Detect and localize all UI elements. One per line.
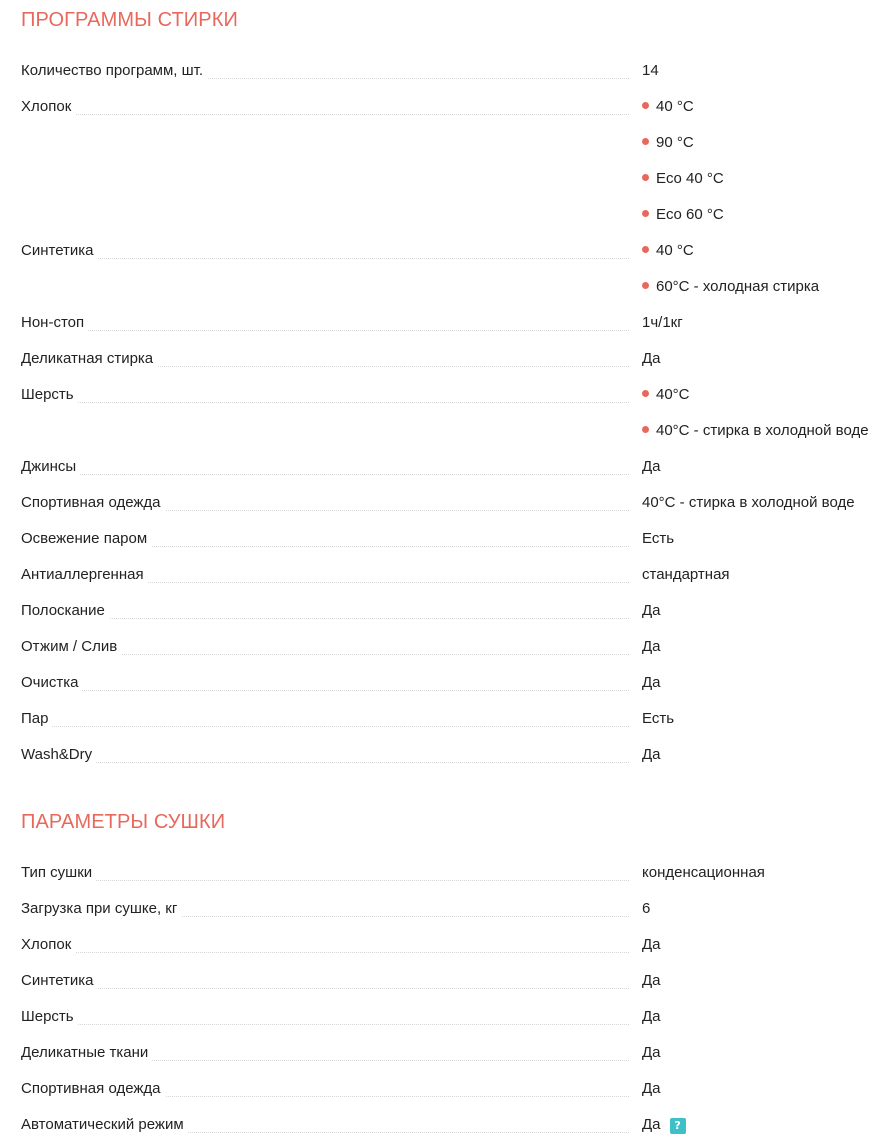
spec-value bbox=[642, 377, 690, 413]
dotted-leader-line bbox=[21, 618, 629, 619]
spec-value-text: 40 °C bbox=[656, 98, 694, 115]
spec-value-text: Да bbox=[642, 972, 661, 989]
spec-row bbox=[0, 701, 892, 737]
dotted-leader-line bbox=[21, 1024, 629, 1025]
spec-value bbox=[642, 449, 661, 485]
section-title-drying: ПАРАМЕТРЫ СУШКИ bbox=[21, 811, 226, 833]
spec-value bbox=[642, 701, 674, 737]
help-question-icon[interactable]: ? bbox=[670, 1118, 686, 1134]
spec-value bbox=[642, 999, 661, 1035]
spec-row bbox=[0, 999, 892, 1035]
spec-label: Нон-стоп bbox=[21, 305, 88, 341]
spec-row bbox=[0, 413, 892, 449]
spec-row bbox=[0, 737, 892, 773]
spec-row bbox=[0, 927, 892, 963]
bullet-dot-icon bbox=[642, 102, 649, 109]
spec-row bbox=[0, 125, 892, 161]
spec-label: Wash&Dry bbox=[21, 737, 96, 773]
spec-label: Деликатная стирка bbox=[21, 341, 157, 377]
spec-label: Хлопок bbox=[21, 89, 75, 125]
spec-value-text: 1ч/1кг bbox=[642, 314, 683, 331]
spec-row bbox=[0, 485, 892, 521]
dotted-leader-line bbox=[21, 988, 629, 989]
spec-value-text: 60°C - холодная стирка bbox=[656, 278, 820, 295]
spec-value-text: Да bbox=[642, 350, 661, 367]
spec-value-text: Eco 60 °C bbox=[656, 206, 724, 223]
spec-value-text: Да bbox=[642, 936, 661, 953]
spec-value-text: Да bbox=[642, 458, 661, 475]
spec-value-text: Да bbox=[642, 1008, 661, 1025]
spec-value bbox=[642, 963, 661, 999]
spec-value bbox=[642, 233, 694, 269]
spec-value-text: Да bbox=[642, 1116, 661, 1133]
spec-value bbox=[642, 891, 650, 927]
spec-value bbox=[642, 125, 694, 161]
spec-row bbox=[0, 557, 892, 593]
spec-row bbox=[0, 1035, 892, 1071]
spec-label: Синтетика bbox=[21, 963, 98, 999]
spec-row bbox=[0, 161, 892, 197]
spec-value bbox=[642, 269, 819, 305]
spec-label: Шерсть bbox=[21, 377, 78, 413]
dotted-leader-line bbox=[21, 402, 629, 403]
spec-label: Загрузка при сушке, кг bbox=[21, 891, 181, 927]
spec-value-text: Eco 40 °C bbox=[656, 170, 724, 187]
spec-row bbox=[0, 1071, 892, 1107]
spec-label: Очистка bbox=[21, 665, 82, 701]
spec-row bbox=[0, 855, 892, 891]
spec-value bbox=[642, 197, 724, 233]
spec-label: Автоматический режим bbox=[21, 1107, 188, 1143]
spec-row bbox=[0, 197, 892, 233]
spec-value bbox=[642, 1071, 661, 1107]
spec-row bbox=[0, 629, 892, 665]
spec-value bbox=[642, 413, 869, 449]
spec-label: Освежение паром bbox=[21, 521, 151, 557]
spec-label: Шерсть bbox=[21, 999, 78, 1035]
spec-label: Отжим / Слив bbox=[21, 629, 121, 665]
dotted-leader-line bbox=[21, 726, 629, 727]
spec-value bbox=[642, 593, 661, 629]
spec-value-text: Есть bbox=[642, 530, 675, 547]
spec-label: Тип сушки bbox=[21, 855, 96, 891]
spec-value-text: стандартная bbox=[642, 566, 730, 583]
spec-value bbox=[642, 855, 765, 891]
spec-value-text: Да bbox=[642, 638, 661, 655]
spec-row bbox=[0, 1107, 892, 1143]
washing-spec-list bbox=[0, 53, 892, 773]
spec-row bbox=[0, 449, 892, 485]
spec-value bbox=[642, 557, 730, 593]
bullet-dot-icon bbox=[642, 210, 649, 217]
spec-value-text: 14 bbox=[642, 62, 659, 79]
spec-value-text: конденсационная bbox=[642, 864, 765, 881]
spec-row bbox=[0, 891, 892, 927]
spec-row bbox=[0, 963, 892, 999]
spec-label: Антиаллергенная bbox=[21, 557, 148, 593]
spec-label: Хлопок bbox=[21, 927, 75, 963]
spec-value-text: 40°C - стирка в холодной воде bbox=[642, 494, 855, 511]
spec-value bbox=[642, 629, 661, 665]
spec-value bbox=[642, 1035, 661, 1071]
spec-row bbox=[0, 341, 892, 377]
spec-row bbox=[0, 593, 892, 629]
spec-row bbox=[0, 665, 892, 701]
bullet-dot-icon bbox=[642, 390, 649, 397]
spec-value bbox=[642, 341, 661, 377]
spec-value bbox=[642, 161, 724, 197]
spec-value bbox=[642, 927, 661, 963]
spec-value-text: Да bbox=[642, 1044, 661, 1061]
spec-label: Джинсы bbox=[21, 449, 80, 485]
dotted-leader-line bbox=[21, 330, 629, 331]
spec-row bbox=[0, 89, 892, 125]
dotted-leader-line bbox=[21, 952, 629, 953]
spec-label: Синтетика bbox=[21, 233, 98, 269]
spec-value-text: 40°C - стирка в холодной воде bbox=[656, 422, 869, 439]
spec-label: Количество программ, шт. bbox=[21, 53, 207, 89]
spec-value bbox=[642, 53, 659, 89]
spec-value bbox=[642, 485, 855, 521]
dotted-leader-line bbox=[21, 690, 629, 691]
spec-value-text: Да bbox=[642, 602, 661, 619]
spec-value-text: Есть bbox=[642, 710, 675, 727]
dotted-leader-line bbox=[21, 258, 629, 259]
dotted-leader-line bbox=[21, 474, 629, 475]
bullet-dot-icon bbox=[642, 138, 649, 145]
section-title-washing: ПРОГРАММЫ СТИРКИ bbox=[21, 9, 238, 31]
bullet-dot-icon bbox=[642, 174, 649, 181]
spec-label: Деликатные ткани bbox=[21, 1035, 152, 1071]
spec-value-text: Да bbox=[642, 674, 661, 691]
spec-row bbox=[0, 305, 892, 341]
spec-value-text: 6 bbox=[642, 900, 651, 917]
dotted-leader-line bbox=[21, 762, 629, 763]
spec-row bbox=[0, 233, 892, 269]
spec-value bbox=[642, 665, 661, 701]
spec-row bbox=[0, 53, 892, 89]
bullet-dot-icon bbox=[642, 426, 649, 433]
bullet-dot-icon bbox=[642, 282, 649, 289]
spec-row bbox=[0, 377, 892, 413]
spec-label: Пар bbox=[21, 701, 52, 737]
bullet-dot-icon bbox=[642, 246, 649, 253]
spec-value bbox=[642, 305, 683, 341]
drying-spec-list bbox=[0, 855, 892, 1143]
spec-value-text: 90 °C bbox=[656, 134, 694, 151]
spec-label: Спортивная одежда bbox=[21, 485, 165, 521]
spec-value-text: 40 °C bbox=[656, 242, 694, 259]
dotted-leader-line bbox=[21, 880, 629, 881]
spec-value bbox=[642, 737, 661, 773]
spec-row bbox=[0, 521, 892, 557]
spec-value bbox=[642, 521, 674, 557]
spec-value-text: Да bbox=[642, 1080, 661, 1097]
spec-value-text: Да bbox=[642, 746, 661, 763]
spec-row bbox=[0, 269, 892, 305]
spec-label: Полоскание bbox=[21, 593, 109, 629]
spec-value bbox=[642, 89, 694, 125]
spec-label: Спортивная одежда bbox=[21, 1071, 165, 1107]
spec-value-text: 40°C bbox=[656, 386, 690, 403]
dotted-leader-line bbox=[21, 114, 629, 115]
spec-value bbox=[642, 1107, 686, 1143]
